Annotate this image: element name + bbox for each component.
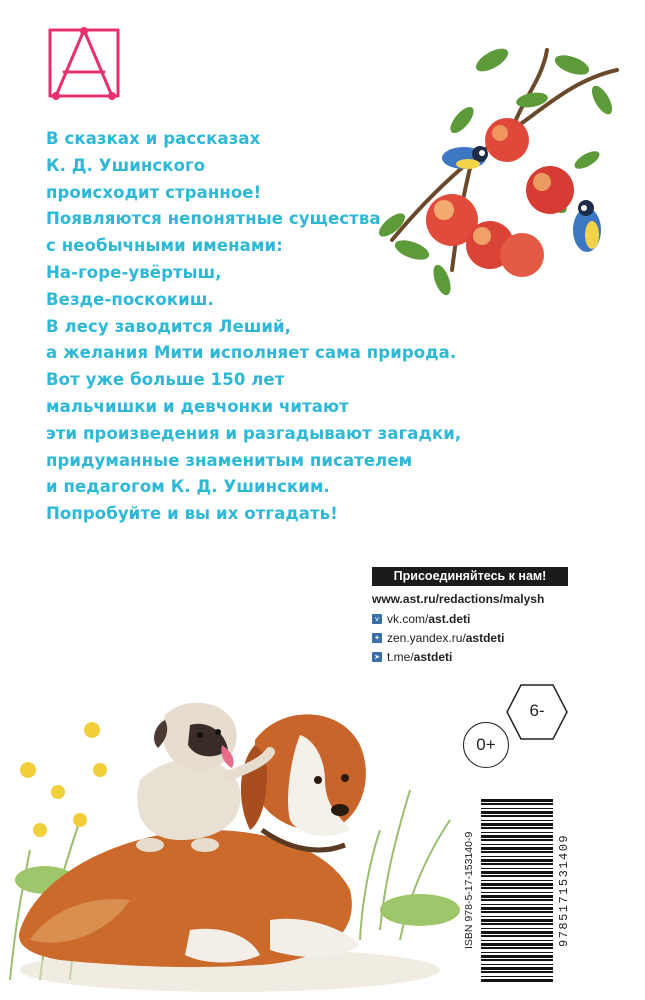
- barcode-bar: [481, 911, 553, 913]
- blurb-line: К. Д. Ушинского: [46, 155, 206, 175]
- telegram-icon: ➤: [372, 652, 382, 662]
- barcode-bar: [481, 827, 553, 829]
- barcode-bar: [481, 856, 553, 857]
- barcode-bar: [481, 907, 553, 910]
- barcode-bar: [481, 868, 553, 869]
- telegram-link[interactable]: [372, 649, 568, 665]
- blurb-line: Везде-поскокиш.: [46, 289, 214, 309]
- barcode-bar: [481, 940, 553, 941]
- barcode-bar: [481, 892, 553, 893]
- zen-link[interactable]: [372, 630, 568, 646]
- barcode-bar: [481, 808, 553, 809]
- isbn-label: ISBN 978-5-17-153140-9: [463, 831, 475, 949]
- barcode-bar: [481, 952, 553, 953]
- zen-link-prefix: zen.yandex.ru/: [387, 631, 466, 645]
- age-rating-6-label: 6-: [529, 701, 545, 720]
- blurb-line: эти произведения и разгадывают загадки,: [46, 423, 462, 443]
- barcode-bar: [481, 959, 553, 961]
- barcode-bar: [481, 815, 553, 817]
- publisher-logo: [46, 26, 122, 100]
- barcode-bar: [481, 839, 553, 841]
- barcode-bar: [481, 811, 553, 814]
- barcode-bar: [481, 799, 553, 802]
- blurb-line: Появляются непонятные существа: [46, 209, 381, 229]
- barcode-bar: [481, 880, 553, 881]
- barcode-bar: [481, 863, 553, 865]
- age-rating-0-label: 0+: [476, 735, 496, 754]
- barcode-bar: [481, 967, 553, 970]
- blurb-line: В лесу заводится Леший,: [46, 316, 292, 336]
- apple-branch-illustration: [372, 40, 622, 300]
- barcode-bar: [481, 979, 553, 982]
- barcode-bar: [481, 823, 553, 826]
- publisher-website[interactable]: www.ast.ru/redactions/malysh: [372, 592, 545, 606]
- barcode-bar: [481, 859, 553, 862]
- telegram-link-prefix: t.me/: [387, 650, 414, 664]
- barcode-bar: [481, 976, 553, 977]
- barcode-bar: [481, 875, 553, 877]
- barcode-bar: [481, 887, 553, 889]
- barcode-bar: [481, 919, 553, 922]
- barcode-bar: [481, 947, 553, 949]
- barcode-bar: [481, 955, 553, 958]
- blurb-line: Попробуйте и вы их отгадать!: [46, 504, 338, 524]
- blurb-line: происходит странное!: [46, 182, 262, 202]
- blurb-line: Вот уже больше 150 лет: [46, 370, 285, 390]
- social-links: [372, 567, 568, 665]
- barcode-bar: [481, 883, 553, 886]
- zen-link-handle: astdeti: [465, 631, 505, 645]
- barcode-bar: [481, 923, 553, 925]
- blurb-line: а желания Мити исполняет сама природа.: [46, 343, 457, 363]
- barcode-bar: [481, 904, 553, 905]
- vk-icon: v: [372, 614, 382, 624]
- blurb-line: мальчишки и девчонки читают: [46, 396, 349, 416]
- blurb-line: придуманные знаменитым писателем: [46, 450, 413, 470]
- vk-link-prefix: vk.com/: [387, 612, 429, 626]
- barcode-bar: [481, 964, 553, 965]
- barcode-bar: [481, 832, 553, 833]
- blurb-line: На-горе-увёртыш,: [46, 262, 222, 282]
- barcode-bar: [481, 935, 553, 937]
- barcode-bar: [481, 835, 553, 838]
- barcode-bar: [481, 895, 553, 898]
- vk-link-handle: ast.deti: [428, 612, 471, 626]
- barcode-bar: [481, 851, 553, 853]
- blurb-line: В сказках и рассказах: [46, 129, 261, 148]
- barcode-bar: [481, 943, 553, 946]
- zen-icon: ✦: [372, 633, 382, 643]
- barcode-bar: [481, 916, 553, 917]
- barcode-bar: [481, 928, 553, 929]
- barcode-bar: [481, 971, 553, 973]
- vk-link[interactable]: [372, 611, 568, 627]
- isbn-barcode: [463, 795, 571, 985]
- barcode-bar: [481, 931, 553, 934]
- telegram-link-handle: astdeti: [413, 650, 453, 664]
- social-header: Присоединяйтесь к нам!: [372, 567, 568, 586]
- blurb-line: с необычными именами:: [46, 236, 283, 256]
- barcode-digits: 9785171531409: [557, 833, 571, 947]
- dogs-illustration: [0, 680, 470, 1000]
- barcode-bar: [481, 803, 553, 805]
- barcode-bar: [481, 844, 553, 845]
- barcode-bar: [481, 820, 553, 821]
- blurb-line: и педагогом К. Д. Ушинским.: [46, 477, 330, 497]
- barcode-bar: [481, 871, 553, 874]
- barcode-bar: [481, 899, 553, 901]
- barcode-bar: [481, 847, 553, 850]
